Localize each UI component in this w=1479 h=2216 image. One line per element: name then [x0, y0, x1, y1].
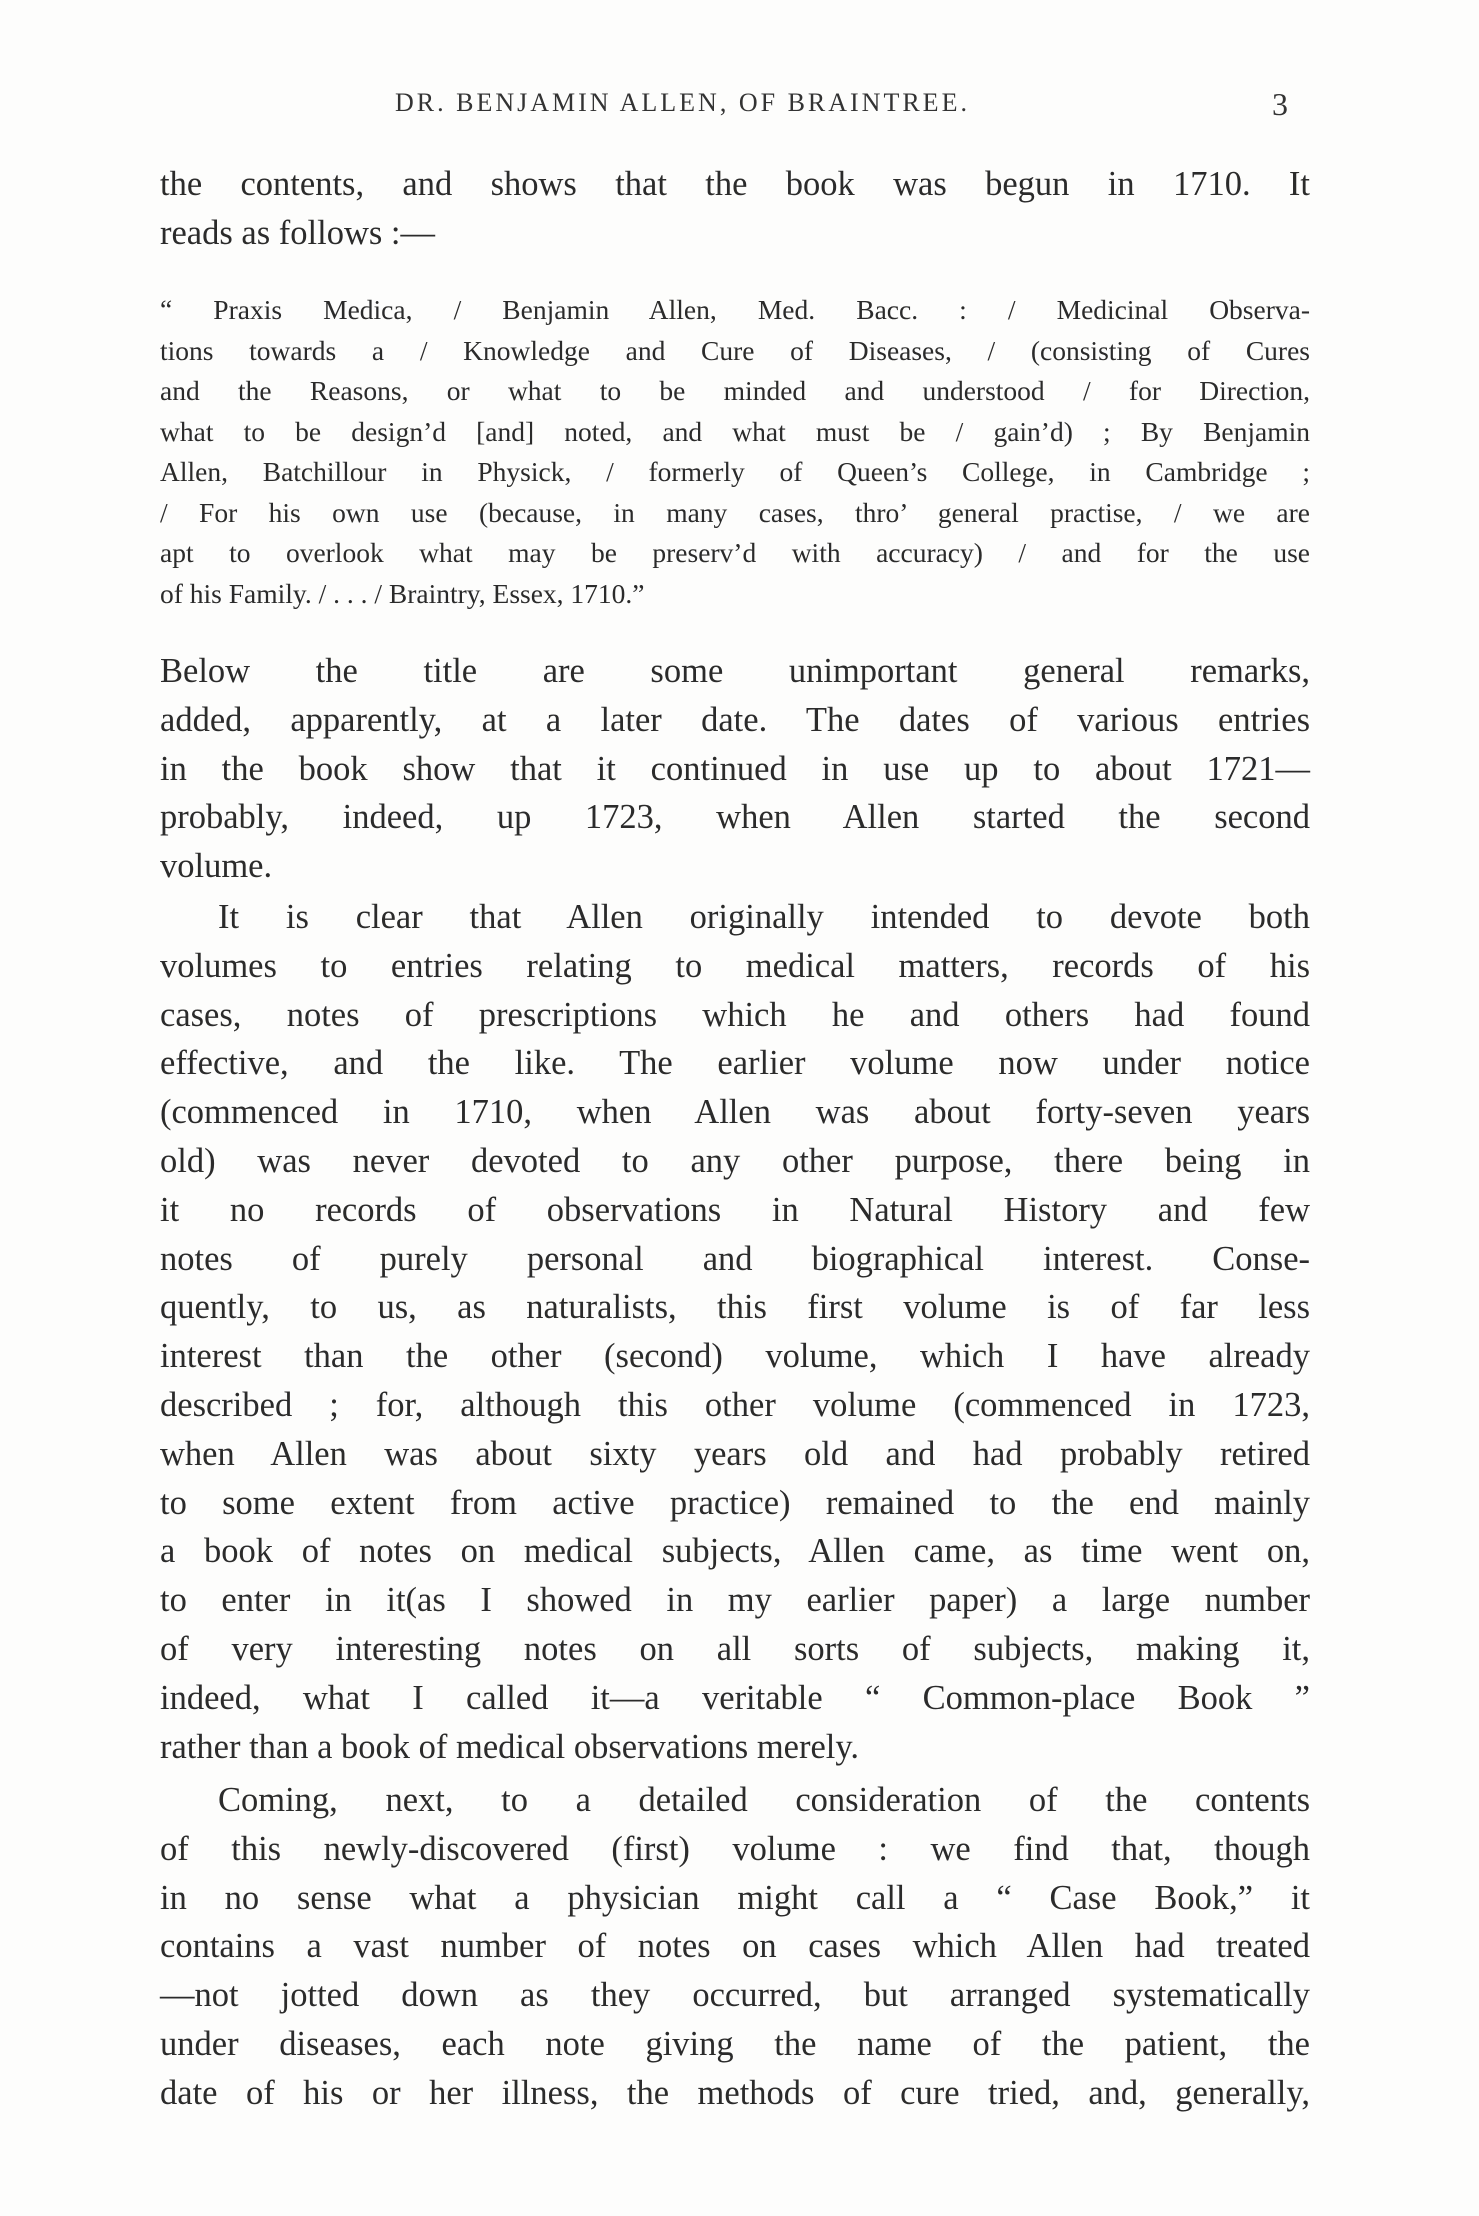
text-line: It is clear that Allen originally intended to devote both: [218, 898, 1310, 936]
running-title: DR. BENJAMIN ALLEN, OF BRAINTREE.: [395, 88, 970, 117]
text-line: effective, and the like. The earlier volume now under notice: [160, 1044, 1310, 1083]
quote-line: apt to overlook what may be preserv’d with accuracy) / and for the use: [160, 537, 1310, 568]
text-line: the contents, and shows that the book was begun in 1710. It: [160, 165, 1310, 203]
text-line: date of his or her illness, the methods of cure tried, and, generally,: [160, 2073, 1310, 2112]
text-line: contains a vast number of notes on cases which Allen had treated: [160, 1927, 1310, 1966]
page-number: 3: [1272, 86, 1288, 122]
intro-paragraph: [160, 160, 1310, 258]
text-line: reads as follows :—: [160, 213, 435, 252]
text-line: quently, to us, as naturalists, this first volume is of far less: [160, 1288, 1310, 1327]
text-line: added, apparently, at a later date. The dates of various entries: [160, 700, 1310, 739]
text-line: indeed, what I called it—a veritable “ Common-place Book ”: [160, 1678, 1310, 1717]
text-line: notes of purely personal and biographical interest. Conse-: [160, 1239, 1310, 1278]
text-line: described ; for, although this other volume (commenced in 1723,: [160, 1385, 1310, 1424]
text-line: in the book show that it continued in use up to about 1721—: [160, 749, 1310, 788]
text-line: under diseases, each note giving the name of the patient, the: [160, 2024, 1310, 2063]
text-line: —not jotted down as they occurred, but arranged systematically: [160, 1976, 1310, 2015]
quote-line: and the Reasons, or what to be minded and understood / for Direction,: [160, 375, 1310, 406]
quote-line: “ Praxis Medica, / Benjamin Allen, Med. Bacc. : / Medicinal Observa-: [160, 294, 1310, 325]
text-line: of this newly-discovered (first) volume : we find that, though: [160, 1829, 1310, 1868]
text-line: it no records of observations in Natural History and few: [160, 1190, 1310, 1229]
quote-line: what to be design’d [and] noted, and what must be / gain’d) ; By Benjamin: [160, 415, 1310, 447]
text-line: Coming, next, to a detailed consideration of the contents: [218, 1781, 1310, 1819]
text-line: in no sense what a physician might call a “ Case Book,” it: [160, 1878, 1310, 1917]
text-line: old) was never devoted to any other purpose, there being in: [160, 1141, 1310, 1180]
title-page-quotation: [160, 290, 1310, 614]
text-line: rather than a book of medical observations merely.: [160, 1727, 860, 1766]
text-line: volumes to entries relating to medical matters, records of his: [160, 946, 1310, 985]
text-line: (commenced in 1710, when Allen was about forty-seven years: [160, 1093, 1310, 1132]
text-line: Below the title are some unimportant general remarks,: [160, 652, 1310, 690]
quote-line: tions towards a / Knowledge and Cure of Diseases, / (consisting of Cures: [160, 334, 1310, 366]
quote-line: of his Family. / . . . / Braintry, Essex, 1710.”: [160, 577, 645, 609]
text-line: volume.: [160, 847, 273, 886]
text-line: a book of notes on medical subjects, Allen came, as time went on,: [160, 1532, 1310, 1571]
text-line: cases, notes of prescriptions which he and others had found: [160, 995, 1310, 1034]
paragraph-title-remarks: [160, 647, 1310, 891]
paragraph-volume-purpose: [160, 893, 1310, 1771]
text-line: of very interesting notes on all sorts of subjects, making it,: [160, 1629, 1310, 1668]
text-line: to some extent from active practice) remained to the end mainly: [160, 1483, 1310, 1522]
text-line: to enter in it(as I showed in my earlier paper) a large number: [160, 1581, 1310, 1620]
quote-line: / For his own use (because, in many cases, thro’ general practise, / we are: [160, 496, 1310, 528]
paragraph-detailed-contents: [160, 1776, 1310, 2118]
text-line: interest than the other (second) volume, which I have already: [160, 1337, 1310, 1376]
text-line: probably, indeed, up 1723, when Allen started the second: [160, 798, 1310, 837]
text-line: when Allen was about sixty years old and had probably retired: [160, 1434, 1310, 1473]
quote-line: Allen, Batchillour in Physick, / formerly of Queen’s College, in Cambridge ;: [160, 456, 1310, 487]
